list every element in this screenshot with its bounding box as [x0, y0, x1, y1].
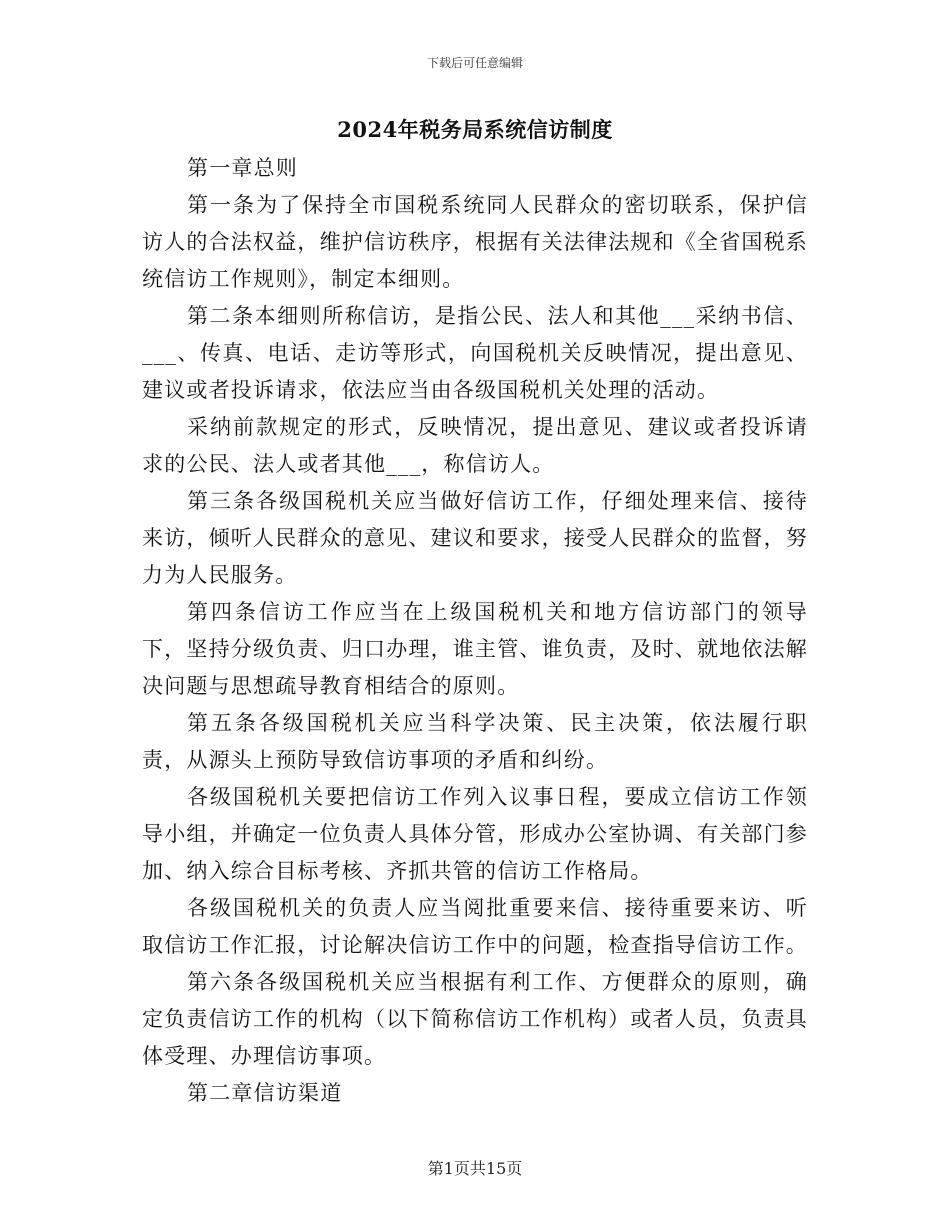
paragraph: 第六条各级国税机关应当根据有利工作、方便群众的原则，确定负责信访工作的机构（以下简称信访工作机构）或者人员，负责具体受理、办理信访事项。	[142, 970, 808, 1068]
page-number: 第1页共15页	[427, 1159, 523, 1178]
chapter-heading: 第一章总则	[187, 156, 298, 180]
paragraph: 第五条各级国税机关应当科学决策、民主决策，依法履行职责，从源头上预防导致信访事项的矛盾和纠纷。	[142, 711, 808, 772]
paragraph: 采纳前款规定的形式，反映情况，提出意见、建议或者投诉请求的公民、法人或者其他___，称信访人。	[142, 415, 808, 476]
paragraph: 第二条本细则所称信访，是指公民、法人和其他___采纳书信、___、传真、电话、走访等形式，向国税机关反映情况，提出意见、建议或者投诉请求，依法应当由各级国税机关处理的活动。	[142, 304, 808, 402]
document-body	[142, 150, 808, 1112]
paragraph: 第三条各级国税机关应当做好信访工作，仔细处理来信、接待来访，倾听人民群众的意见、建议和要求，接受人民群众的监督，努力为人民服务。	[142, 489, 808, 587]
paragraph: 第一条为了保持全市国税系统同人民群众的密切联系，保护信访人的合法权益，维护信访秩序，根据有关法律法规和《全省国税系统信访工作规则》，制定本细则。	[142, 193, 808, 291]
paragraph: 第四条信访工作应当在上级国税机关和地方信访部门的领导下，坚持分级负责、归口办理，谁主管、谁负责，及时、就地依法解决问题与思想疏导教育相结合的原则。	[142, 600, 808, 698]
chapter-heading: 第二章信访渠道	[187, 1081, 343, 1105]
paragraph: 各级国税机关的负责人应当阅批重要来信、接待重要来访、听取信访工作汇报，讨论解决信访工作中的问题，检查指导信访工作。	[142, 896, 808, 957]
document-title: 2024年税务局系统信访制度	[337, 117, 613, 142]
header-note: 下载后可任意编辑	[426, 56, 523, 70]
paragraph: 各级国税机关要把信访工作列入议事日程，要成立信访工作领导小组，并确定一位负责人具体分管，形成办公室协调、有关部门参加、纳入综合目标考核、齐抓共管的信访工作格局。	[142, 785, 808, 883]
